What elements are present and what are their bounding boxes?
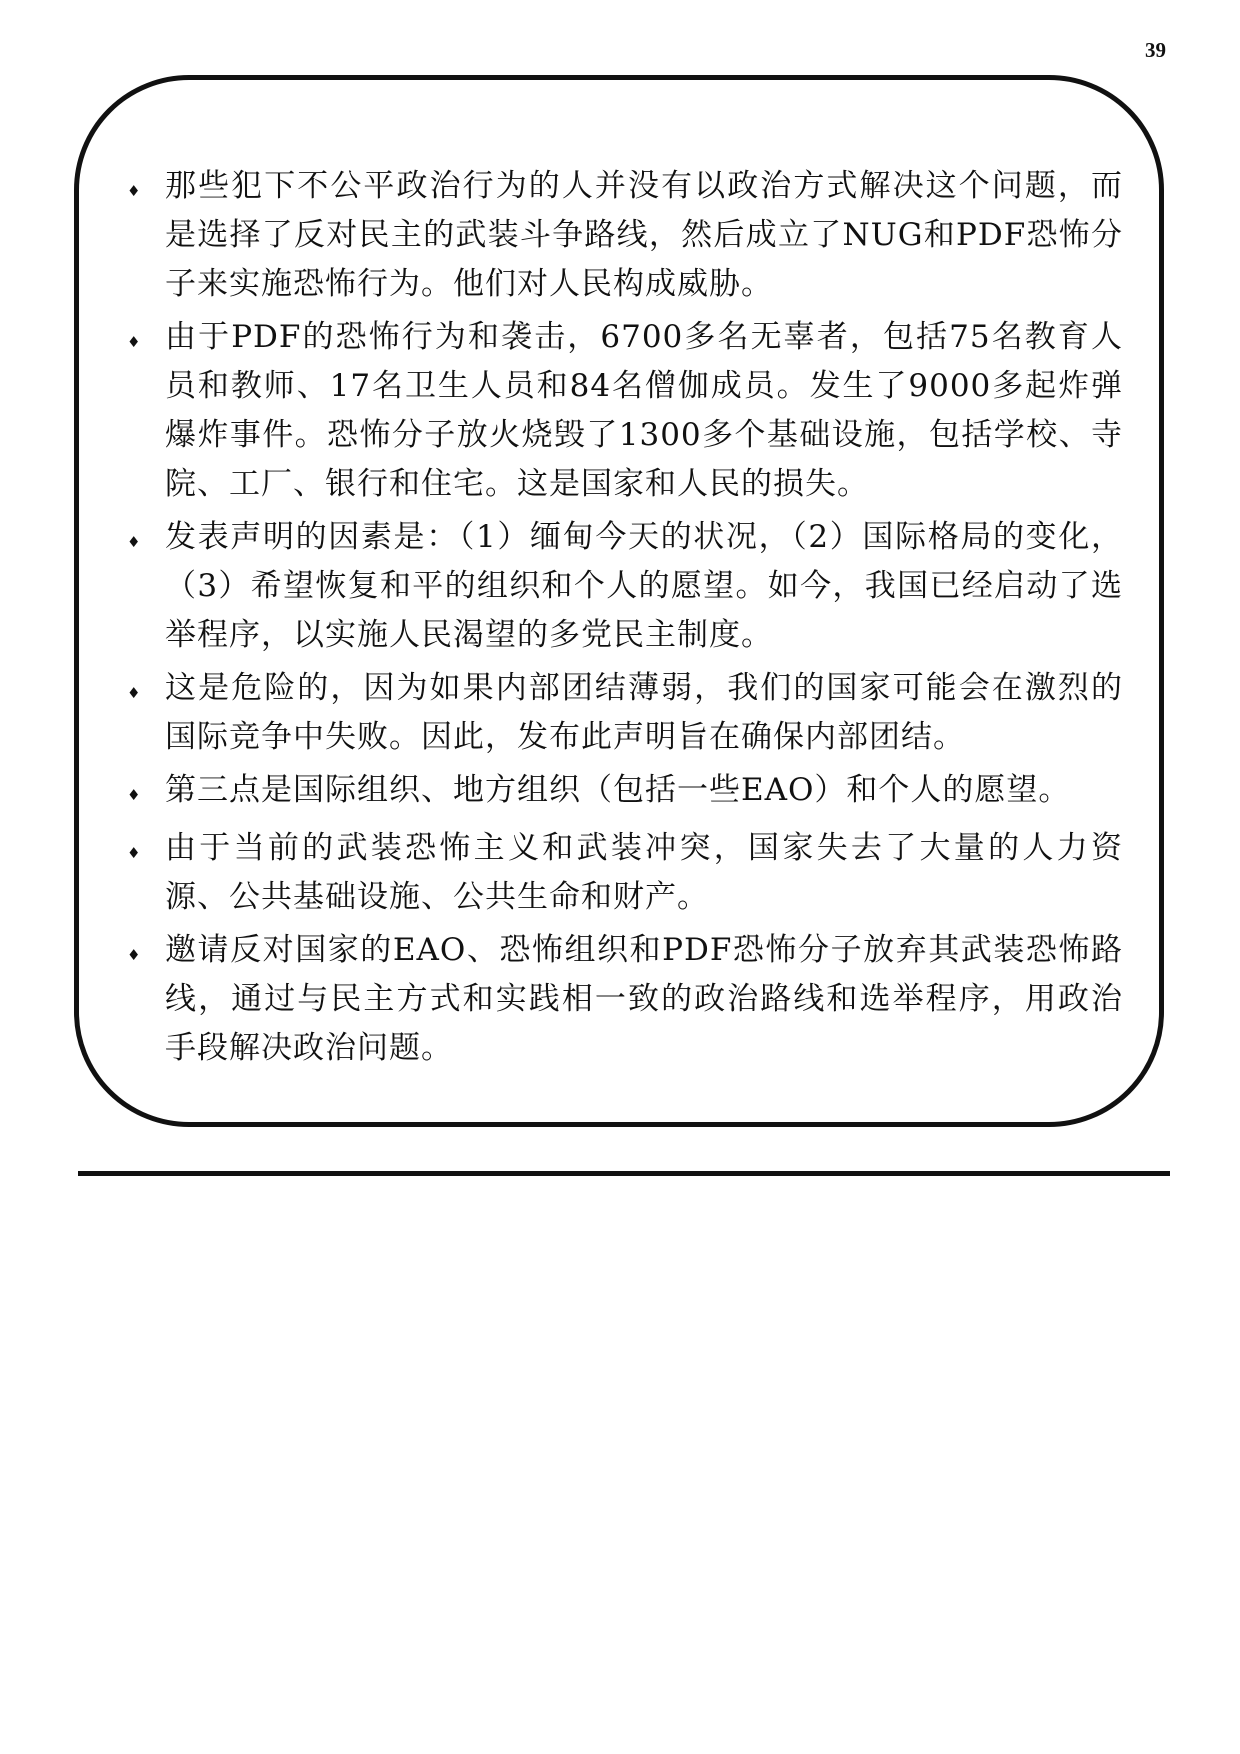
diamond-bullet-icon: ♦ [127,786,141,804]
bullet-text: 那些犯下不公平政治行为的人并没有以政治方式解决这个问题，而是选择了反对民主的武装斗争路线，然后成立了NUG和PDF恐怖分子来实施恐怖行为。他们对人民构成威胁。 [165,168,1123,302]
list-item [123,824,1123,922]
diamond-bullet-icon: ♦ [127,182,141,200]
diamond-bullet-icon: ♦ [127,844,141,862]
horizontal-divider [78,1171,1170,1176]
diamond-bullet-icon: ♦ [127,946,141,964]
list-item [123,664,1123,762]
list-item [123,162,1123,309]
bullet-text: 这是危险的，因为如果内部团结薄弱，我们的国家可能会在激烈的国际竞争中失败。因此，发布此声明旨在确保内部团结。 [165,670,1123,755]
bullet-list [123,162,1123,1077]
rounded-content-box [74,75,1164,1127]
list-item [123,766,1123,820]
page-number: 39 [1145,38,1166,62]
list-item [123,926,1123,1073]
bullet-text: 发表声明的因素是：（1）缅甸今天的状况，（2）国际格局的变化，（3）希望恢复和平的组织和个人的愿望。如今，我国已经启动了选举程序，以实施人民渴望的多党民主制度。 [165,519,1123,653]
bullet-text: 由于当前的武装恐怖主义和武装冲突，国家失去了大量的人力资源、公共基础设施、公共生命和财产。 [165,830,1123,915]
diamond-bullet-icon: ♦ [127,533,141,551]
diamond-bullet-icon: ♦ [127,684,141,702]
bullet-text: 第三点是国际组织、地方组织（包括一些EAO）和个人的愿望。 [165,772,1071,808]
diamond-bullet-icon: ♦ [127,333,141,351]
bullet-text: 邀请反对国家的EAO、恐怖组织和PDF恐怖分子放弃其武装恐怖路线，通过与民主方式和实践相一致的政治路线和选举程序，用政治手段解决政治问题。 [165,932,1123,1066]
list-item [123,513,1123,660]
bullet-text: 由于PDF的恐怖行为和袭击，6700多名无辜者，包括75名教育人员和教师、17名卫生人员和84名僧伽成员。发生了9000多起炸弹爆炸事件。恐怖分子放火烧毁了1300多个基础设施，包括学校、寺院、工厂、银行和住宅。这是国家和人民的损失。 [165,319,1123,502]
list-item [123,313,1123,509]
